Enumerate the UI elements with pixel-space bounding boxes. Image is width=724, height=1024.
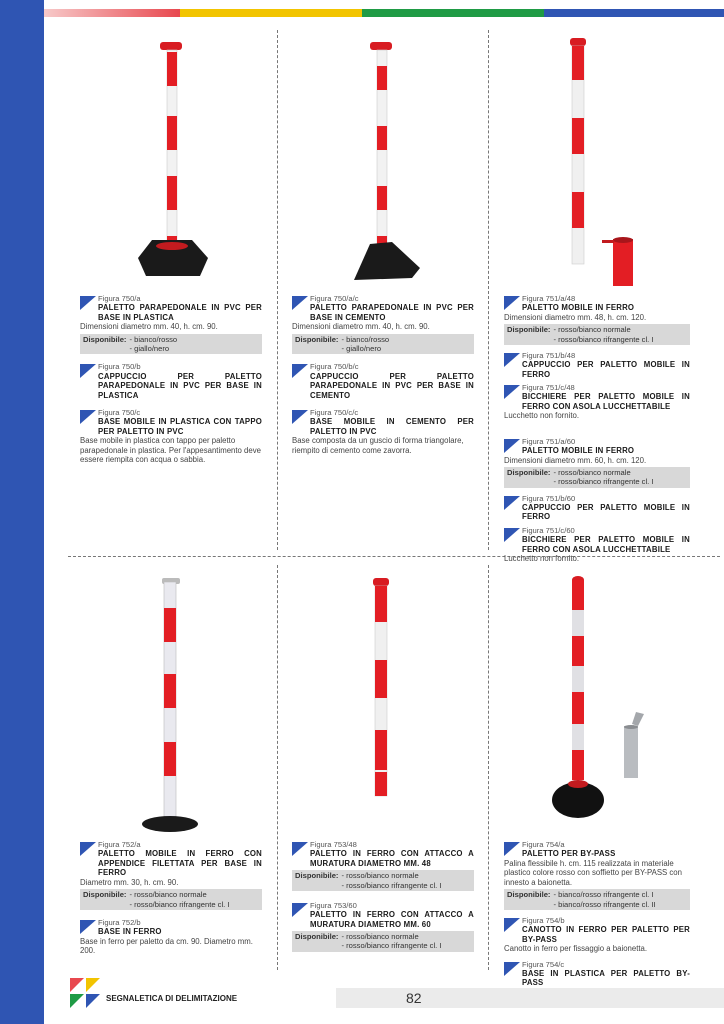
availability-box [292,334,474,355]
product-image-750a [130,36,220,286]
product-title: PALETTO MOBILE IN FERRO CON APPENDICE FILETTATA PER BASE IN FERRO [98,849,262,878]
column-divider [488,30,489,550]
page-number: 82 [406,990,422,1006]
figure-label: Figura 754/c [522,959,565,969]
product-title: PALETTO MOBILE IN FERRO [522,303,635,313]
figure-label: Figura 751/c/60 [522,525,575,535]
product-desc: Base mobile in plastica con tappo per paletto parapedonale in plastica. Per l'appesantimento deve essere riempita con acqua o sabbia. [80,436,261,465]
triangle-marker-icon [504,918,520,932]
figure-label: Figura 750/a/c [310,294,359,303]
column-754 [504,840,690,996]
figure-label: Figura 750/a [98,294,141,303]
product-title: BASE MOBILE IN CEMENTO PER PALETTO IN PVC [310,417,474,436]
figure-label: Figura 754/b [522,915,565,925]
availability-box [504,467,690,488]
triangle-marker-icon [504,296,520,310]
product-desc: Base composta da un guscio di forma triangolare, riempito di cemento come zavorra. [292,436,464,455]
figure-label: Figura 750/c [98,408,141,417]
product-751a48 [504,294,690,313]
column-divider [277,565,278,970]
availability-option: - bianco/rosso rifrangente cl. II [553,899,656,909]
triangle-marker-icon [292,903,308,917]
product-image-751 [550,36,640,286]
product-753-48 [292,840,474,868]
product-title: BICCHIERE PER PALETTO MOBILE IN FERRO CON ASOLA LUCCHETTABILE [522,535,690,554]
availability-option: - rosso/bianco normale [341,871,419,881]
product-title: CANOTTO IN FERRO PER PALETTO PER BY-PASS [522,925,690,944]
figure-label: Figura 751/a/48 [522,294,576,303]
figure-label: Figura 753/60 [310,900,357,910]
triangle-marker-icon [292,364,308,378]
product-title: BICCHIERE PER PALETTO MOBILE IN FERRO CON ASOLA LUCCHETTABILE [522,392,690,411]
figure-label: Figura 750/b [98,362,141,372]
availability-label: Disponibile: [507,325,551,335]
availability-label: Disponibile: [507,468,551,477]
availability-option: - bianco/rosso [129,334,178,344]
product-desc: Canotto in ferro per fissaggio a baionetta. [504,944,648,953]
availability-label: Disponibile: [295,932,339,941]
product-title: PALETTO PARAPEDONALE IN PVC PER BASE IN CEMENTO [310,303,474,322]
product-752a [80,840,262,878]
product-desc: Palina flessibile h. cm. 115 realizzata in materiale plastico colore rosso con soffietto per BY-PASS con innesto a baionetta. [504,858,682,887]
column-divider [277,30,278,550]
product-title: BASE MOBILE IN PLASTICA CON TAPPO PER PALETTO IN PVC [98,417,262,436]
column-750-pvc-cement [292,294,474,455]
availability-box [292,870,474,891]
availability-option: - rosso/bianco rifrangente cl. I [553,477,654,487]
availability-option: - rosso/bianco normale [341,932,419,941]
product-title: CAPPUCCIO PER PALETTO MOBILE IN FERRO [522,360,690,379]
top-color-stripe [44,9,724,17]
availability-box [504,324,690,345]
product-desc: Diametro mm. 30, h. cm. 90. [80,877,179,887]
product-title: PALETTO IN FERRO CON ATTACCO A MURATURA DIAMETRO MM. 60 [310,910,474,929]
availability-option: - rosso/bianco normale [553,325,631,335]
product-750bc [292,362,474,400]
figure-label: Figura 751/b/60 [522,493,576,503]
availability-option: - rosso/bianco normale [553,468,631,477]
availability-box [80,334,262,355]
product-750c [80,408,262,436]
product-750b [80,362,262,400]
column-750-pvc-plastic [80,294,262,465]
product-753-60 [292,901,474,929]
triangle-marker-icon [292,842,308,856]
figure-label: Figura 752/b [98,917,141,927]
product-751c48 [504,383,690,411]
product-desc: Base in ferro per paletto da cm. 90. Diametro mm. 200. [80,936,253,955]
product-desc: Dimensioni diametro mm. 40, h. cm. 90. [292,322,430,332]
availability-option: - bianco/rosso [341,334,390,344]
product-desc: Dimensioni diametro mm. 48, h. cm. 120. [504,312,647,322]
product-image-754 [548,574,658,824]
figure-label: Figura 753/48 [310,840,357,849]
triangle-marker-icon [80,296,96,310]
triangle-marker-icon [80,920,96,934]
product-title: PALETTO IN FERRO CON ATTACCO A MURATURA DIAMETRO MM. 48 [310,849,474,868]
product-desc: Lucchetto non fornito. [504,411,579,421]
figure-label: Figura 751/b/48 [522,350,576,360]
availability-box [80,889,262,910]
product-title: PALETTO PARAPEDONALE IN PVC PER BASE IN PLASTICA [98,303,262,322]
product-image-750ac [340,36,430,286]
product-title: PALETTO PER BY-PASS [522,849,616,859]
triangle-marker-icon [504,962,520,976]
product-title: PALETTO MOBILE IN FERRO [522,446,635,455]
product-754c [504,960,690,988]
availability-option: - rosso/bianco rifrangente cl. I [341,880,442,890]
availability-option: - rosso/bianco normale [129,890,207,900]
availability-option: - rosso/bianco rifrangente cl. I [553,334,654,344]
triangle-marker-icon [80,364,96,378]
product-title: CAPPUCCIO PER PALETTO PARAPEDONALE IN PVC PER BASE IN PLASTICA [98,371,262,400]
triangle-marker-icon [504,353,520,367]
availability-option: - giallo/nero [341,344,382,353]
section-label: SEGNALETICA DI DELIMITAZIONE [106,993,238,1003]
availability-option: - bianco/rosso rifrangente cl. I [553,890,654,900]
product-752b [80,918,262,937]
availability-label: Disponibile: [83,890,127,900]
product-title: BASE IN FERRO [98,927,162,936]
availability-label: Disponibile: [83,334,127,344]
figure-label: Figura 751/c/48 [522,383,575,392]
page-footer [66,988,724,1008]
product-title: CAPPUCCIO PER PALETTO MOBILE IN FERRO [522,502,690,522]
availability-label: Disponibile: [295,871,339,881]
product-751c60 [504,526,690,554]
availability-box [504,889,690,910]
product-754b [504,916,690,944]
product-desc: Dimensioni diametro mm. 40, h. cm. 90. [80,322,218,332]
availability-label: Disponibile: [507,890,551,900]
figure-label: Figura 750/c/c [310,408,359,417]
triangle-marker-icon [504,496,520,510]
triangle-marker-icon [504,842,520,856]
figure-label: Figura 751/a/60 [522,436,576,446]
left-color-bar [0,0,44,1024]
product-751b48 [504,351,690,379]
column-divider [488,565,489,970]
product-750cc [292,408,474,436]
column-751-iron [504,294,690,564]
product-image-752 [130,574,220,844]
triangle-marker-icon [292,296,308,310]
figure-label: Figura 752/a [98,840,141,849]
availability-option: - rosso/bianco rifrangente cl. I [341,941,442,951]
product-751a60 [504,437,690,456]
product-title: CAPPUCCIO PER PALETTO PARAPEDONALE IN PVC PER BASE IN CEMENTO [310,371,474,400]
product-title: BASE IN PLASTICA PER PALETTO BY-PASS [522,968,690,988]
triangle-marker-icon [504,528,520,542]
availability-label: Disponibile: [295,334,339,344]
triangle-marker-icon [504,385,520,399]
figure-label: Figura 754/a [522,840,565,849]
column-752 [80,840,262,956]
product-751b60 [504,494,690,522]
availability-box [292,931,474,952]
footer-band [336,988,724,1008]
product-image-753 [340,574,430,844]
triangle-marker-icon [292,410,308,424]
product-754a [504,840,690,859]
triangle-marker-icon [80,410,96,424]
product-desc: Lucchetto non fornito. [504,554,579,563]
triangle-marker-icon [504,439,520,453]
availability-option: - giallo/nero [129,344,170,353]
product-750a [80,294,262,322]
figure-label: Figura 750/b/c [310,362,359,372]
triangle-marker-icon [80,842,96,856]
product-750ac [292,294,474,322]
column-753 [292,840,474,952]
product-desc: Dimensioni diametro mm. 60, h. cm. 120. [504,455,647,465]
availability-option: - rosso/bianco rifrangente cl. I [129,899,230,909]
